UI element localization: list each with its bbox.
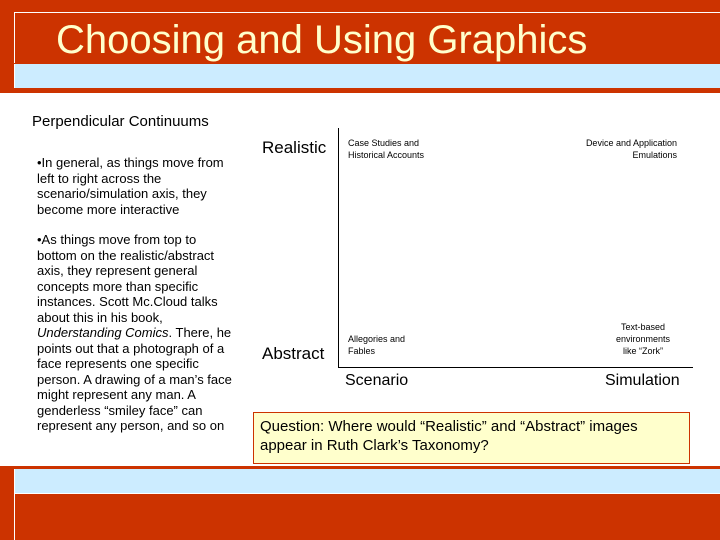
quadrant-bottom-right-text: Text-based environments like “Zork” xyxy=(615,322,671,356)
axis-label-realistic: Realistic xyxy=(262,138,327,157)
quadrant-top-left xyxy=(348,137,438,161)
footer-accent-strip xyxy=(14,469,720,493)
axis-label-scenario: Scenario xyxy=(345,372,409,389)
book-title: Understanding Comics xyxy=(37,325,169,340)
slide-subtitle: Perpendicular Continuums xyxy=(32,113,209,130)
slide-title: Choosing and Using Graphics xyxy=(56,18,588,62)
quadrant-top-right xyxy=(553,137,677,161)
axis-label-abstract: Abstract xyxy=(262,344,325,363)
quadrant-top-right-text: Device and Application Emulations xyxy=(585,138,677,160)
quadrant-top-left-text: Case Studies and Historical Accounts xyxy=(348,138,425,160)
quadrant-bottom-left-text: Allegories and Fables xyxy=(348,334,406,356)
question-box: Question: Where would “Realistic” and “Abstract” images appear in Ruth Clark’s Taxonomy? xyxy=(253,412,690,464)
vertical-axis-line xyxy=(338,128,339,368)
bullet-abstraction xyxy=(37,232,237,434)
horizontal-axis-line xyxy=(338,367,693,368)
bullet-abstraction-text-end: . There, he points out that a photograph of a face represents one specific person. A drawing of a man’s face might represent any man. A genderless “smiley face” can represent any person, and so on xyxy=(37,325,232,433)
quadrant-bottom-right xyxy=(598,321,678,357)
axis-label-simulation: Simulation xyxy=(605,372,680,389)
bullet-interactivity: •In general, as things move from left to right across the scenario/simulation axis, they become more interactive xyxy=(37,155,224,217)
title-accent-strip xyxy=(14,64,720,88)
footer-box xyxy=(14,493,720,540)
quadrant-bottom-left xyxy=(348,333,418,357)
bullet-abstraction-text: •As things move from top to bottom on the realistic/abstract axis, they represent general concepts more than specific instances. Scott Mc.Cloud talks about this in his book, xyxy=(37,232,218,325)
